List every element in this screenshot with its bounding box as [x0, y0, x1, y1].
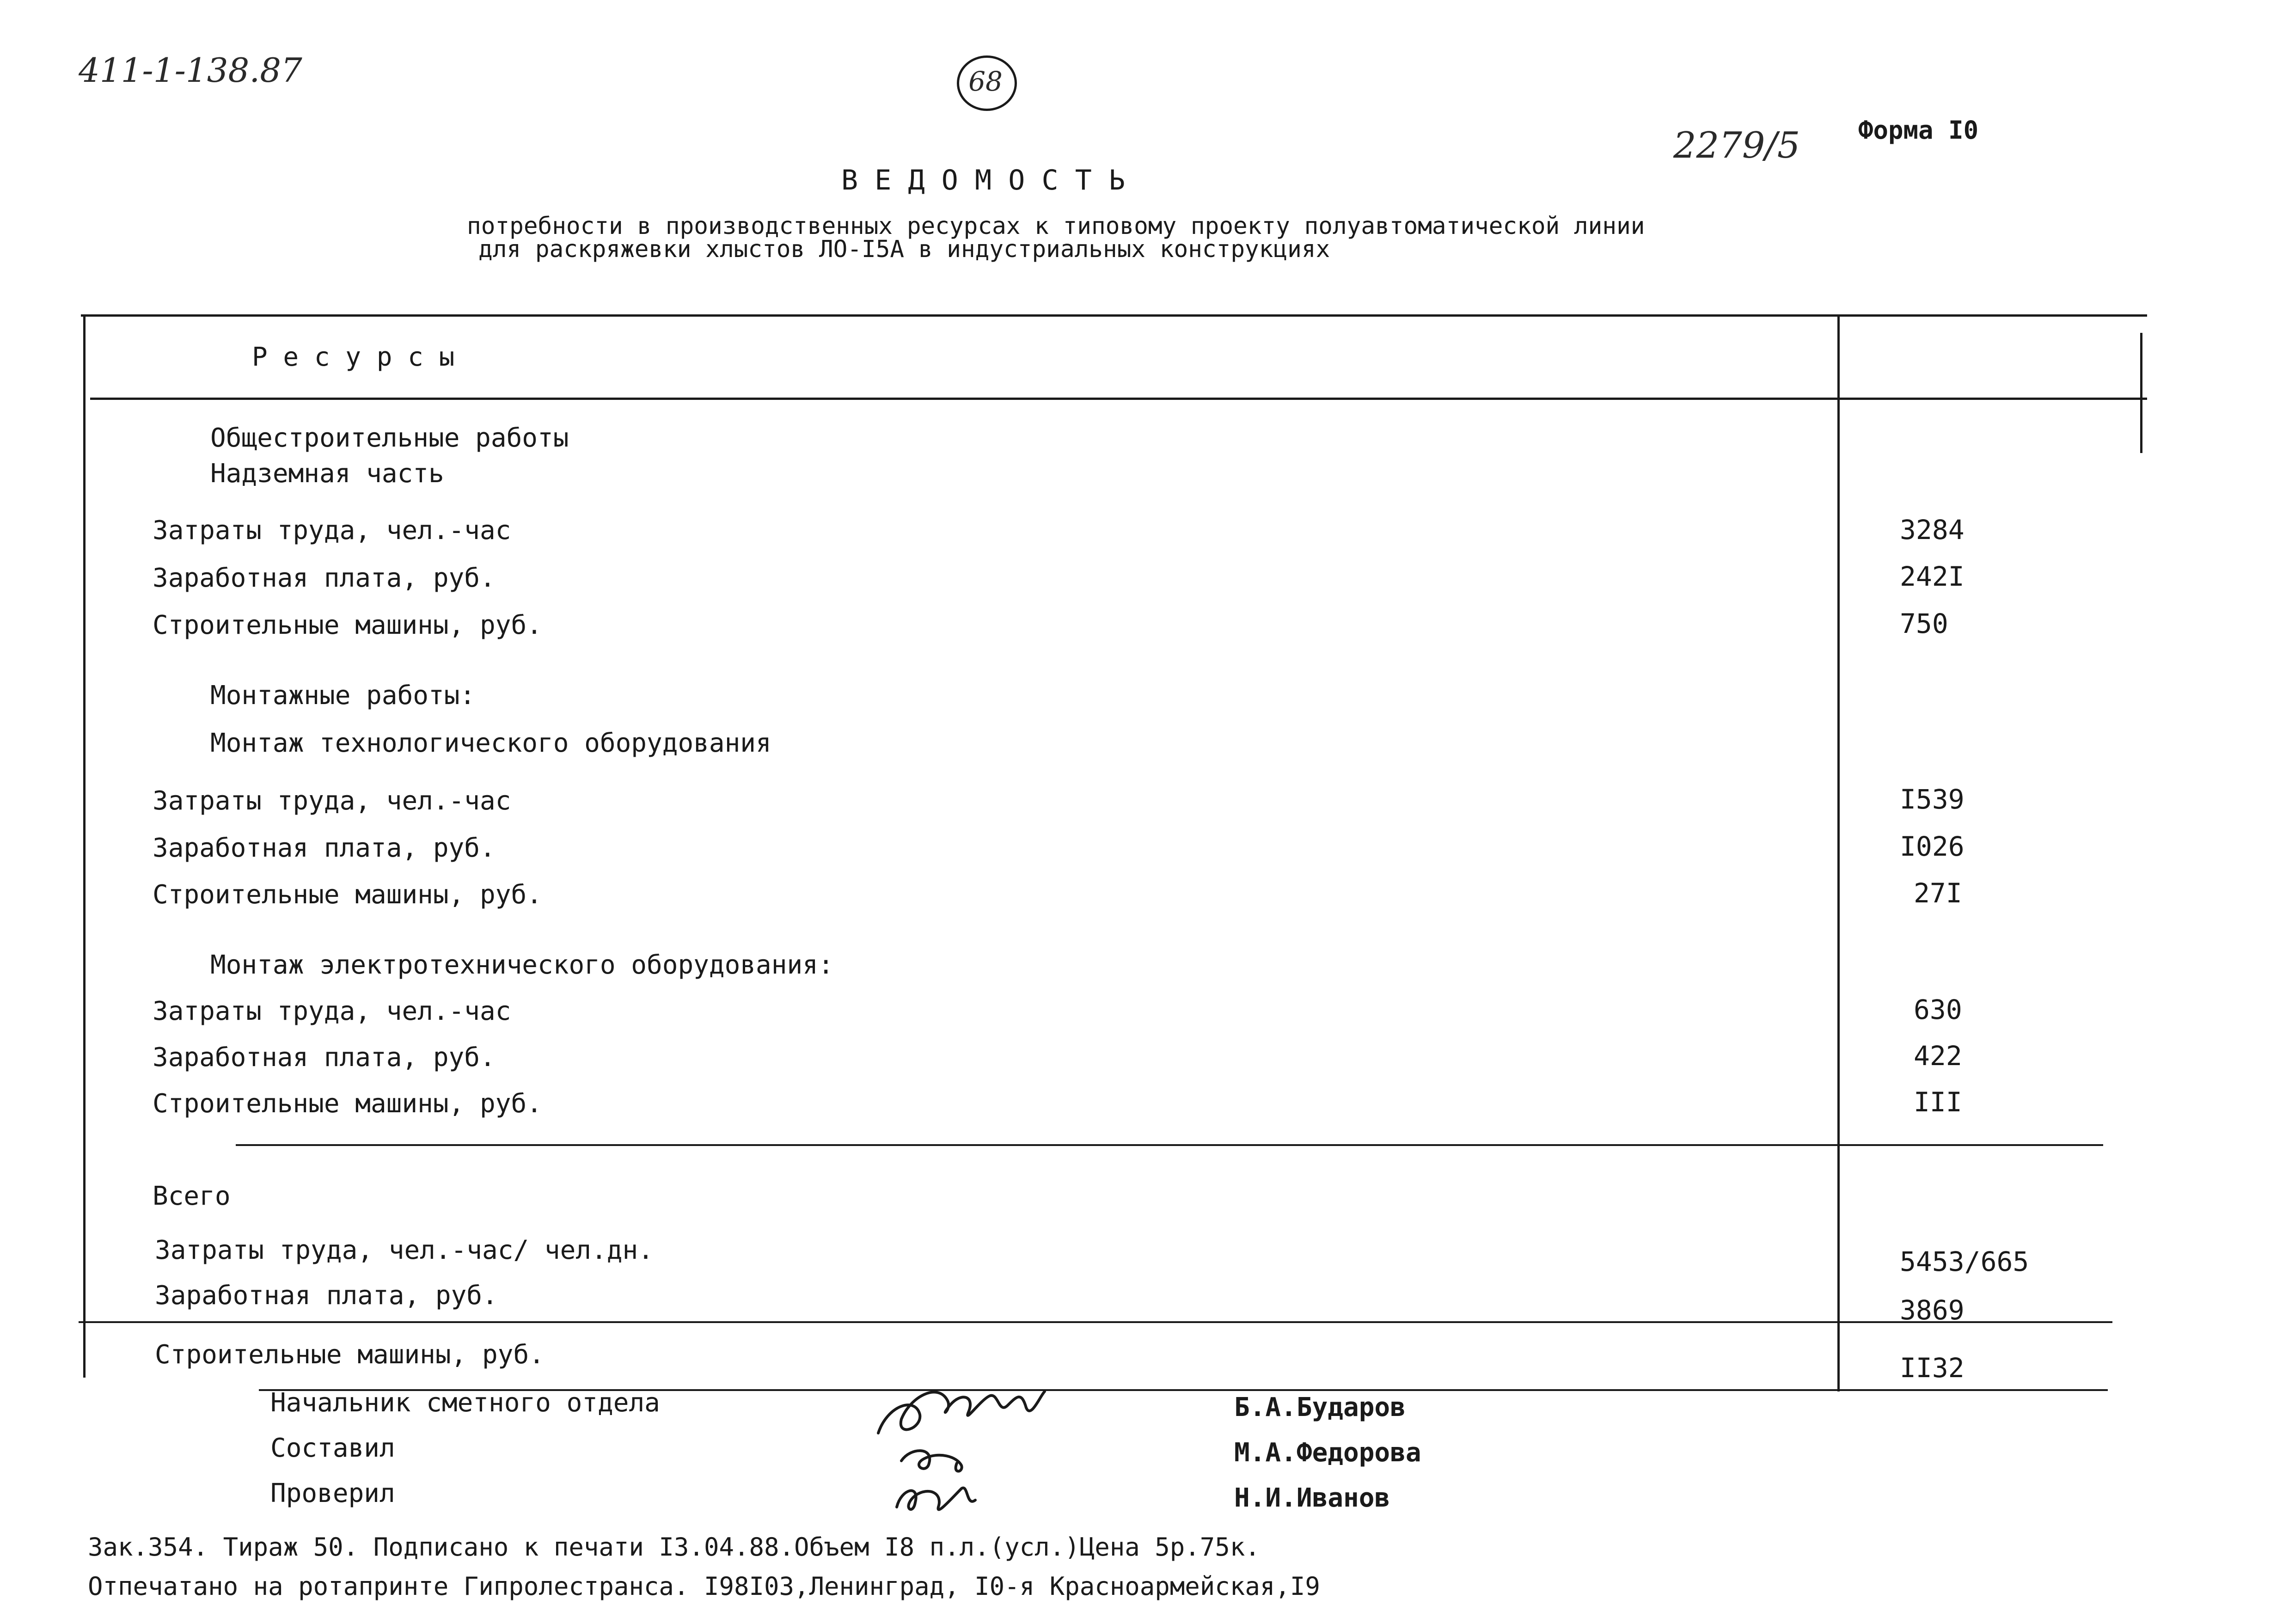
- signature-role-head: Начальник сметного отдела: [270, 1388, 660, 1418]
- tech-machines-label: Строительные машины, руб.: [153, 880, 542, 910]
- table-totals-divider: [236, 1144, 2103, 1146]
- general-wages-value: 242I: [1900, 561, 1965, 592]
- subsection-title-electro-equipment: Монтаж электротехнического оборудования:: [210, 950, 834, 980]
- page-number: 68: [968, 66, 1003, 97]
- subsection-title-above-ground: Надземная часть: [210, 459, 444, 489]
- electro-wages-value: 422: [1914, 1040, 1962, 1072]
- document-code: 411-1-138.87: [79, 51, 302, 90]
- total-machines-label: Строительные машины, руб.: [155, 1340, 545, 1370]
- document-subtitle-line2: для раскряжевки хлыстов ЛО-I5А в индустриальных конструкциях: [478, 236, 1330, 263]
- table-last-row-divider: [79, 1321, 2112, 1323]
- signature-name-compiled: М.А.Федорова: [1234, 1438, 1421, 1468]
- signature-name-checked: Н.И.Иванов: [1234, 1483, 1390, 1513]
- total-labor-label: Затраты труда, чел.-час/ чел.дн.: [155, 1235, 654, 1265]
- section-title-assembly-works: Монтажные работы:: [210, 680, 476, 711]
- tech-wages-value: I026: [1900, 831, 1965, 862]
- tech-wages-label: Заработная плата, руб.: [153, 833, 496, 863]
- section-title-general-works: Общестроительные работы: [210, 423, 569, 453]
- column-header-resources: Р е с у р с ы: [252, 342, 455, 372]
- signature-name-head: Б.А.Бударов: [1234, 1392, 1406, 1422]
- electro-labor-label: Затраты труда, чел.-час: [153, 996, 511, 1026]
- general-machines-label: Строительные машины, руб.: [153, 610, 542, 640]
- electro-wages-label: Заработная плата, руб.: [153, 1042, 496, 1072]
- document-title: В Е Д О М О С Т Ь: [841, 164, 1126, 196]
- total-wages-value: 3869: [1900, 1294, 1965, 1326]
- subsection-title-tech-equipment: Монтаж технологического оборудования: [210, 728, 771, 758]
- signature-role-compiled: Составил: [270, 1433, 395, 1463]
- handwritten-signatures: [869, 1368, 1086, 1526]
- total-labor-value: 5453/665: [1900, 1246, 2029, 1277]
- table-right-border: [2140, 333, 2142, 453]
- electro-machines-value: III: [1914, 1086, 1962, 1118]
- tech-labor-label: Затраты труда, чел.-час: [153, 786, 511, 816]
- general-labor-label: Затраты труда, чел.-час: [153, 515, 511, 545]
- electro-labor-value: 630: [1914, 994, 1962, 1025]
- tech-labor-value: I539: [1900, 784, 1965, 815]
- electro-machines-label: Строительные машины, руб.: [153, 1089, 542, 1119]
- document-number: 2279/5: [1673, 125, 1800, 166]
- document-subtitle-line1: потребности в производственных ресурсах к типовому проекту полуавтоматической линии: [467, 213, 1645, 240]
- total-wages-label: Заработная плата, руб.: [155, 1281, 498, 1311]
- general-labor-value: 3284: [1900, 514, 1965, 545]
- form-label: Форма I0: [1858, 116, 1979, 145]
- general-machines-value: 750: [1900, 608, 1948, 639]
- general-wages-label: Заработная плата, руб.: [153, 563, 496, 593]
- table-column-divider: [1837, 314, 1840, 1391]
- tech-machines-value: 27I: [1914, 877, 1962, 909]
- section-title-total: Всего: [153, 1181, 231, 1211]
- footer-print-info: Зак.354. Тираж 50. Подписано к печати I3.04.88.Объем I8 п.л.(усл.)Цена 5р.75к.: [88, 1532, 1260, 1562]
- total-machines-value: II32: [1900, 1352, 1965, 1384]
- signature-role-checked: Проверил: [270, 1478, 395, 1508]
- table-left-border: [83, 314, 86, 1378]
- footer-printer-address: Отпечатано на ротапринте Гипролестранса. I98I03,Ленинград, I0-я Красноармейская,I9: [88, 1572, 1320, 1601]
